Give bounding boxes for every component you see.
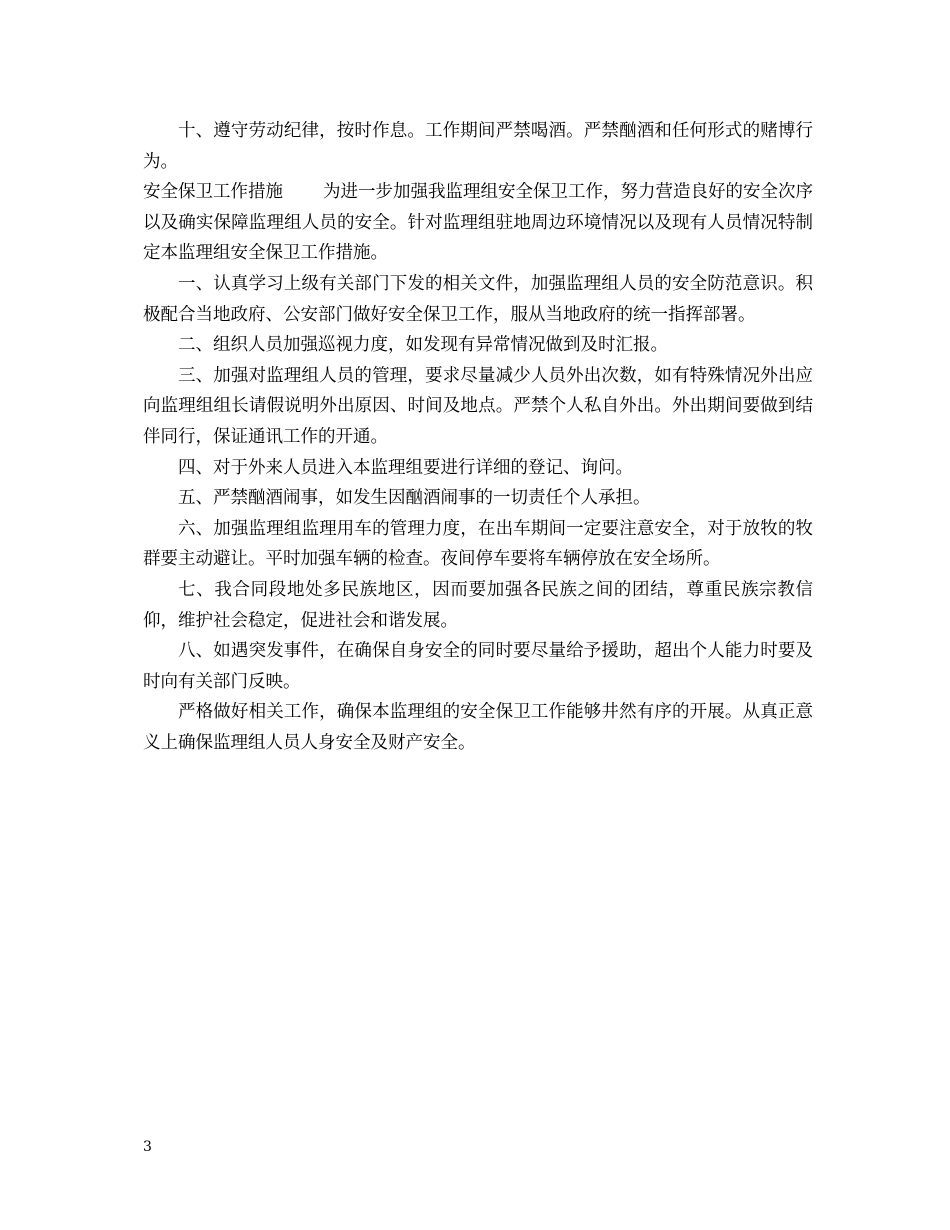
document-body: [143, 116, 813, 758]
paragraph-measure-3: 三、加强对监理组人员的管理，要求尽量减少人员外出次数，如有特殊情况外出应向监理组组长请假说明外出原因、时间及地点。严禁个人私自外出。外出期间要做到结伴同行，保证通讯工作的开通。: [143, 365, 813, 447]
paragraph-measure-4: 四、对于外来人员进入本监理组要进行详细的登记、询问。: [178, 457, 633, 478]
paragraph-measure-2: 二、组织人员加强巡视力度，如发现有异常情况做到及时汇报。: [178, 335, 668, 356]
paragraph-measure-7: 七、我合同段地处多民族地区，因而要加强各民族之间的团结，尊重民族宗教信仰，维护社会稳定，促进社会和谐发展。: [143, 579, 813, 631]
paragraph-item-10: 十、遵守劳动纪律，按时作息。工作期间严禁喝酒。严禁酗酒和任何形式的赌博行为。: [143, 121, 813, 172]
paragraph-measure-6: 六、加强监理组监理用车的管理力度，在出车期间一定要注意安全，对于放牧的牧群要主动避让。平时加强车辆的检查。夜间停车要将车辆停放在安全场所。: [143, 518, 813, 570]
page-number: 3: [143, 1139, 152, 1155]
section-intro-text: 为进一步加强我监理组安全保卫工作，努力营造良好的安全次序以及确实保障监理组人员的安全。针对监理组驻地周边环境情况以及现有人员情况特制定本监理组安全保卫工作措施。: [143, 182, 813, 264]
paragraph-security-measures: [143, 177, 813, 269]
paragraph-measure-8: 八、如遇突发事件，在确保自身安全的同时要尽量给予援助，超出个人能力时要及时向有关部门反映。: [143, 641, 813, 692]
paragraph-conclusion: 严格做好相关工作，确保本监理组的安全保卫工作能够井然有序的开展。从真正意义上确保监理组人员人身安全及财产安全。: [143, 702, 813, 753]
paragraph-measure-5: 五、严禁酗酒闹事，如发生因酗酒闹事的一切责任个人承担。: [178, 488, 651, 509]
section-heading: 安全保卫工作措施: [143, 182, 283, 203]
paragraph-measure-1: 一、认真学习上级有关部门下发的相关文件，加强监理组人员的安全防范意识。积极配合当地政府、公安部门做好安全保卫工作，服从当地政府的统一指挥部署。: [143, 273, 813, 325]
